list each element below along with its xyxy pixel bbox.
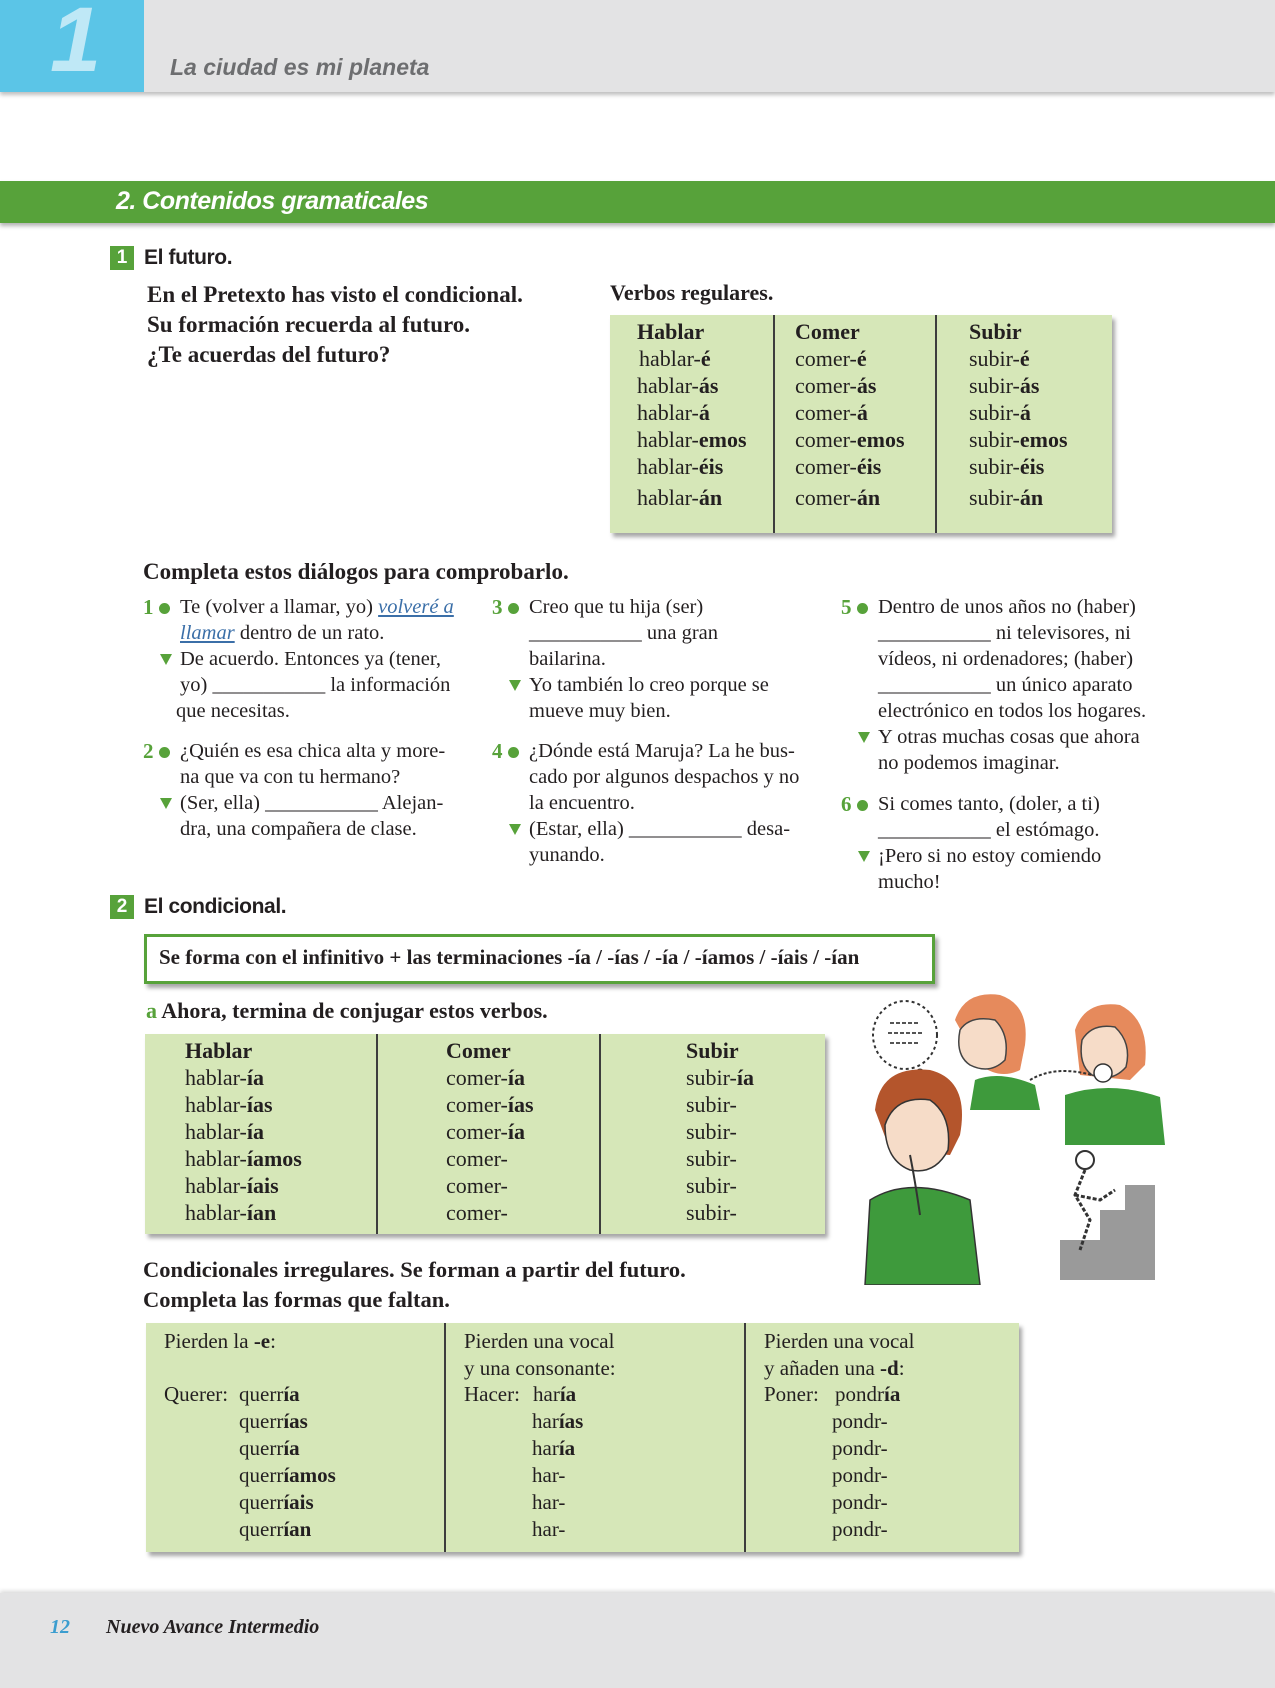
future-cell [969,400,1031,426]
speaker-b-bullet [858,732,870,743]
future-cell [969,454,1044,480]
dialog-line: ¡Pero si no estoy comiendo [878,845,1102,867]
exercise-2-title: El condicional. [144,895,287,918]
dialog-line: no podemos imaginar. [878,752,1060,774]
future-cell [637,454,723,480]
section-title: 2. Contenidos gramaticales [116,187,429,215]
verb-stem: querr [239,1463,284,1487]
dialog-line: yo) ___________ la información [180,674,451,696]
conditional-cell [686,1173,737,1199]
header-text: : [270,1329,276,1353]
future-cell [795,454,881,480]
future-conjugation-table [610,315,1112,533]
exercise-2a-instruction-line [146,998,548,1024]
future-cell [637,400,710,426]
irregular-form [239,1490,314,1515]
verb-ending: ías [246,1092,273,1117]
verb-stem: hablar- [637,454,699,479]
irregular-form [832,1490,888,1515]
speaker-b-bullet [509,824,521,835]
verb-stem: querr [239,1490,284,1514]
verb-ending: é [700,346,711,371]
verb-ending: éis [856,454,882,479]
verb-stem: pondr- [832,1409,888,1433]
verb-stem: hablar- [637,427,699,452]
future-cell [795,346,867,372]
header-text: Pierden la [164,1329,254,1353]
irregular-instruction-line: Completa las formas que faltan. [143,1287,450,1312]
verb-stem: har- [532,1463,566,1487]
conditional-rule: Se forma con el infinitivo + las terminaciones -ía / -ías / -ía / -íamos / -íais / -ían [159,945,860,969]
verb-ending: ía [507,1065,525,1090]
verb-stem: comer- [446,1119,508,1144]
dialog-line: (Ser, ella) ___________ Alejan- [180,792,444,814]
verb-ending: á [1019,400,1031,425]
dialog-line: (Estar, ella) ___________ desa- [529,818,791,840]
dialogs-instruction: Completa estos diálogos para comprobarlo. [143,559,569,584]
irregular-form [533,1382,576,1407]
dialog-line: ___________ una gran [529,622,719,644]
unit-number: 1 [50,0,102,91]
exercise-2a-instruction: Ahora, termina de conjugar estos verbos. [161,998,548,1023]
conditional-column-header: Hablar [185,1038,253,1063]
verb-stem: subir- [686,1200,737,1225]
conditional-cell [446,1065,525,1091]
conditional-cell [185,1200,276,1226]
verb-ending: ía [246,1065,264,1090]
dialog-line: Yo también lo creo porque se [529,674,769,696]
verb-stem: subir- [686,1092,737,1117]
future-cell [795,400,868,426]
verb-stem: subir- [969,427,1020,452]
verb-stem: comer- [795,373,857,398]
dialog-line: dra, una compañera de clase. [180,818,417,840]
verb-stem: hablar- [185,1092,247,1117]
verb-ending: ías [558,1409,584,1433]
speaker-a-bullet [159,603,170,614]
irregular-col1-header [164,1329,276,1354]
verb-ending: íamos [246,1146,302,1171]
future-cell [969,427,1068,453]
column-divider [744,1323,746,1552]
dialog-line: ___________ el estómago. [878,819,1100,841]
verb-stem: hablar- [637,400,699,425]
irregular-form [239,1409,308,1434]
verb-stem: subir- [969,454,1020,479]
dialog-line: ¿Dónde está Maruja? La he bus- [529,740,795,762]
conditional-cell [686,1065,754,1091]
speaker-a-bullet [857,603,868,614]
irregular-col3-verb: Poner: [764,1382,819,1406]
future-column-header: Comer [795,319,860,344]
verb-stem: querr [239,1409,284,1433]
irregular-form [532,1517,565,1542]
irregular-form [532,1436,575,1461]
dialog-line: cado por algunos despachos y no [529,766,800,788]
verb-ending: ía [558,1436,576,1460]
verb-ending: án [698,485,723,510]
dialog-number: 1 [143,595,154,619]
verb-stem: har [533,1382,560,1406]
dialog-text: Te (volver a llamar, yo) [180,596,379,618]
conditional-rule-box [144,934,935,984]
dialog-line: ___________ un único aparato [878,674,1133,696]
header-bold: -e [253,1329,271,1353]
irregular-col1-verb: Querer: [164,1382,229,1406]
verb-ending: ía [283,1436,300,1460]
verb-stem: pondr- [832,1463,888,1487]
verb-stem: querr [239,1436,284,1460]
future-column-header: Subir [969,319,1022,344]
conditional-cell [185,1173,279,1199]
section-bar [0,181,1275,223]
regular-verbs-label: Verbos regulares. [610,280,774,305]
verb-stem: har [532,1436,559,1460]
dialog-number: 4 [492,739,503,763]
exercise-2-badge: 2 [110,895,134,919]
page-header [0,0,1275,92]
future-cell [795,373,876,399]
dialog-line: vídeos, ni ordenadores; (haber) [878,648,1134,670]
irregular-form [239,1436,300,1461]
header-bold: -d [880,1356,899,1380]
verb-ending: éis [698,454,724,479]
conditional-cell [446,1173,508,1199]
verb-ending: ían [246,1200,277,1225]
verb-stem: subir- [969,485,1020,510]
exercise-2a-letter: a [146,998,157,1023]
conditional-cell [185,1092,273,1118]
verb-stem: hablar- [185,1119,247,1144]
verb-ending: emos [856,427,905,452]
verb-stem: subir- [686,1119,737,1144]
header-text: y añaden una [764,1356,881,1380]
verb-stem: hablar- [185,1065,247,1090]
irregular-instruction [143,1255,686,1315]
verb-stem: subir- [686,1146,737,1171]
verb-stem: comer- [446,1200,508,1225]
verb-ending: á [856,400,868,425]
speaker-a-bullet [508,603,519,614]
verb-stem: hablar- [185,1200,247,1225]
dialog-line: Si comes tanto, (doler, a ti) [878,793,1100,815]
page-number: 12 [50,1616,70,1638]
future-cell [969,373,1039,399]
verb-stem: pondr- [832,1490,888,1514]
stairs-climber-icon [1060,1151,1155,1280]
verb-ending: ía [559,1382,577,1406]
dialog-line: Dentro de unos años no (haber) [878,596,1136,618]
verb-ending: íais [283,1490,314,1514]
irregular-form [832,1409,888,1434]
verb-stem: subir- [686,1065,737,1090]
dialog-number: 6 [841,792,852,816]
dialog-line: electrónico en todos los hogares. [878,700,1147,722]
verb-stem: hablar- [637,373,699,398]
verb-stem: hablar- [639,346,701,371]
dialog-text: dentro de un rato. [234,622,385,644]
speaker-b-bullet [160,654,172,665]
conditional-cell [686,1146,737,1172]
intro-line: ¿Te acuerdas del futuro? [147,342,391,367]
speaker-a-bullet [857,800,868,811]
verb-stem: comer- [795,485,857,510]
irregular-form [532,1409,583,1434]
verb-ending: án [856,485,881,510]
dialog-line [180,594,454,620]
verb-stem: pondr [835,1382,884,1406]
verb-stem: hablar- [185,1146,247,1171]
future-cell [969,346,1030,372]
verb-ending: ás [1019,373,1040,398]
verb-ending: íamos [283,1463,336,1487]
irregular-col3-header2 [764,1356,905,1381]
irregular-conditional-table [146,1323,1019,1552]
dialog-line: bailarina. [529,648,606,670]
dialog-line: yunando. [529,844,605,866]
irregular-form [239,1517,311,1542]
column-divider [376,1034,378,1234]
verb-stem: subir- [969,346,1020,371]
speaker-b-bullet [509,680,521,691]
dialog-line: mueve muy bien. [529,700,671,722]
future-cell [637,373,718,399]
column-divider [773,315,775,533]
page-footer [0,1593,1275,1688]
example-answer: volveré a [378,596,454,618]
verb-ending: ás [698,373,719,398]
conditional-cell [185,1119,264,1145]
irregular-form [832,1463,888,1488]
conditional-column-header: Comer [446,1038,511,1063]
future-cell [795,485,880,511]
exercise-1-title: El futuro. [144,246,233,269]
dialog-number: 5 [841,595,852,619]
future-cell [639,346,711,372]
dialog-line: na que va con tu hermano? [180,766,401,788]
irregular-form [532,1463,565,1488]
book-title: Nuevo Avance Intermedio [106,1616,320,1638]
unit-badge [0,0,144,92]
intro-line: Su formación recuerda al futuro. [147,312,471,337]
verb-ending: ían [283,1517,312,1541]
verb-stem: comer- [795,400,857,425]
verb-stem: comer- [795,346,857,371]
conditional-column-header: Subir [686,1038,739,1063]
dialog-line: ___________ ni televisores, ni [878,622,1131,644]
column-divider [935,315,937,533]
verb-stem: subir- [969,373,1020,398]
irregular-form [239,1463,336,1488]
verb-ending: án [1019,485,1044,510]
speaker-b-bullet [858,851,870,862]
verb-stem: comer- [795,454,857,479]
verb-ending: ía [246,1119,264,1144]
conditional-cell [686,1119,737,1145]
irregular-col3-header1: Pierden una vocal [764,1329,915,1353]
header-text: : [898,1356,905,1380]
exercise-1-intro [147,280,523,370]
verb-ending: é [1019,346,1030,371]
dialog-line [180,620,384,646]
conditional-cell [446,1119,525,1145]
verb-ending: íais [246,1173,279,1198]
verb-stem: subir- [969,400,1020,425]
verb-stem: querr [239,1517,284,1541]
verb-ending: ía [736,1065,755,1090]
speaker-a-bullet [159,747,170,758]
speaker-b-bullet [160,798,172,809]
column-divider [599,1034,601,1234]
verb-ending: é [856,346,867,371]
future-cell [969,485,1043,511]
dialog-number: 2 [143,739,154,763]
irregular-form [239,1382,300,1407]
future-cell [795,427,905,453]
exercise-1-badge: 1 [110,246,134,270]
conditional-cell [686,1092,737,1118]
verb-stem: har [532,1409,559,1433]
verb-ending: á [698,400,710,425]
verb-stem: comer- [446,1065,508,1090]
verb-stem: har- [532,1517,566,1541]
conditional-cell [185,1065,264,1091]
irregular-col2-header1: Pierden una vocal [464,1329,615,1353]
dialog-line: mucho! [878,871,941,893]
unit-title: La ciudad es mi planeta [170,54,430,80]
verb-ending: ías [507,1092,534,1117]
dialog-line: que necesitas. [176,700,290,722]
conditional-cell [446,1200,508,1226]
dialog-line: la encuentro. [529,792,635,814]
verb-stem: har- [532,1490,566,1514]
conditional-cell [185,1146,302,1172]
verb-stem: comer- [446,1146,508,1171]
irregular-col2-header2: y una consonante: [464,1356,616,1380]
verb-stem: comer- [446,1173,508,1198]
verb-ending: emos [698,427,747,452]
conditional-conjugation-table [145,1034,825,1234]
future-cell [637,427,747,453]
verb-stem: comer- [795,427,857,452]
dialog-line: ¿Quién es esa chica alta y more- [180,740,446,762]
example-answer: llamar [180,622,235,644]
dialog-line: Creo que tu hija (ser) [529,596,704,618]
verb-stem: hablar- [637,485,699,510]
dialog-line: De acuerdo. Entonces ya (tener, [180,648,441,670]
intro-line: En el Pretexto has visto el condicional. [147,282,523,307]
irregular-form [835,1382,900,1407]
thinking-man-icon [865,1070,980,1286]
verb-ending: ás [856,373,877,398]
verb-stem: comer- [446,1092,508,1117]
conditional-cell [446,1092,534,1118]
irregular-form [532,1490,565,1515]
verb-ending: emos [1019,427,1068,452]
dialog-number: 3 [492,595,503,619]
verb-ending: ía [884,1382,901,1406]
irregular-form [832,1436,888,1461]
verb-stem: hablar- [185,1173,247,1198]
verb-stem: pondr- [832,1517,888,1541]
dialog-line: Y otras muchas cosas que ahora [878,726,1140,748]
irregular-form [832,1517,888,1542]
people-illustration [860,985,1165,1285]
irregular-instruction-line: Condicionales irregulares. Se forman a partir del futuro. [143,1257,686,1282]
verb-ending: ía [283,1382,300,1406]
speaker-a-bullet [508,747,519,758]
verb-stem: subir- [686,1173,737,1198]
column-divider [444,1323,446,1552]
conditional-cell [446,1146,508,1172]
verb-stem: querr [239,1382,284,1406]
eating-woman-icon [1030,1004,1165,1145]
future-column-header: Hablar [637,319,705,344]
verb-ending: ías [283,1409,308,1433]
verb-ending: éis [1019,454,1045,479]
verb-stem: pondr- [832,1436,888,1460]
irregular-col2-verb: Hacer: [464,1382,520,1406]
future-cell [637,485,722,511]
verb-ending: ía [507,1119,525,1144]
conditional-cell [686,1200,737,1226]
talking-woman-icon [955,994,1040,1110]
